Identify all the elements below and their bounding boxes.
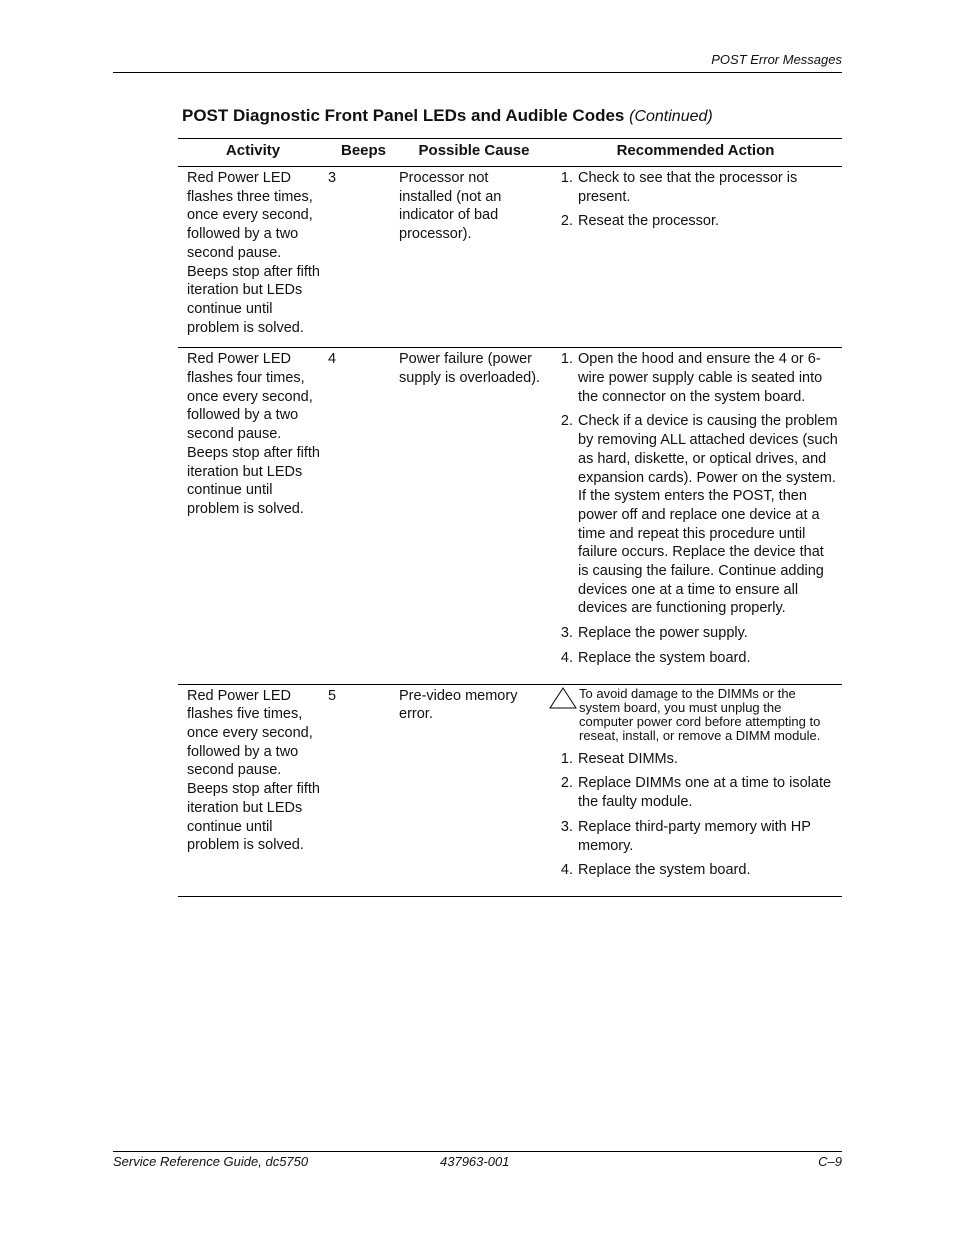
action-step xyxy=(549,350,838,406)
action-step-number: 4. xyxy=(560,649,573,666)
action-list xyxy=(549,750,838,880)
action-step-text: Open the hood and ensure the 4 or 6-wire power supply cable is seated into the connector on the system board. xyxy=(578,351,823,405)
action-step-text: Check if a device is causing the problem by removing ALL attached devices (such as hard, diskette, or optical drives, and expansion cards). Power on the system. If the system enters the POST, then power off and replace one device at a time and repeat this procedure until failure occurs. Replace the device that is causing the failure. Continue adding devices one at a time to ensure all devices are functioning properly. xyxy=(578,413,838,617)
action-step-number: 2. xyxy=(560,213,573,230)
col-header-beeps: Beeps xyxy=(328,139,399,167)
action-step-text: Replace the system board. xyxy=(578,862,751,879)
action-step-text: Reseat DIMMs. xyxy=(578,750,678,767)
action-step-number: 3. xyxy=(560,625,573,642)
action-step-number: 2. xyxy=(560,775,573,792)
action-step xyxy=(549,412,838,618)
col-header-activity: Activity xyxy=(178,139,328,167)
action-step-text: Reseat the processor. xyxy=(578,213,720,230)
cause-cell: Pre-video memory error. xyxy=(399,687,518,723)
action-step-text: Check to see that the processor is present. xyxy=(578,170,798,205)
action-step xyxy=(549,774,838,811)
table-row xyxy=(178,684,842,896)
action-step-number: 1. xyxy=(560,351,573,368)
cause-cell: Processor not installed (not an indicator of bad processor). xyxy=(399,170,502,243)
action-step-text: Replace DIMMs one at a time to isolate the faulty module. xyxy=(578,775,832,811)
beeps-cell: 4 xyxy=(328,351,337,368)
beeps-cell: 5 xyxy=(328,687,337,704)
action-step-number: 1. xyxy=(560,170,573,186)
running-header: POST Error Messages xyxy=(711,52,842,67)
activity-cell: Red Power LED flashes five times, once every second, followed by a two second pause. Beeps stop after fifth iteration but LEDs continue until problem is solved. xyxy=(187,687,320,854)
action-cell xyxy=(549,684,842,896)
action-step xyxy=(549,212,838,231)
beeps-cell: 3 xyxy=(328,170,337,186)
action-cell xyxy=(549,167,842,348)
action-step xyxy=(549,649,838,668)
col-header-cause: Possible Cause xyxy=(399,139,549,167)
cause-cell: Power failure (power supply is overloaded). xyxy=(399,351,541,387)
diagnostic-table xyxy=(178,138,842,897)
footer-part-number: 437963-001 xyxy=(440,1154,510,1169)
activity-cell: Red Power LED flashes three times, once every second, followed by a two second pause. Beeps stop after fifth iteration but LEDs continue until problem is solved. xyxy=(187,170,320,336)
action-step xyxy=(549,818,838,855)
action-step xyxy=(549,169,838,206)
action-step-text: Replace the power supply. xyxy=(578,625,748,642)
header-rule xyxy=(113,72,842,73)
caution-text: To avoid damage to the DIMMs or the system board, you must unplug the computer power cord before attempting to reseat, install, or remove a DIMM module. xyxy=(579,685,821,744)
caution-triangle-icon xyxy=(549,687,579,744)
action-step xyxy=(549,624,838,643)
footer-guide-title: Service Reference Guide, dc5750 xyxy=(113,1154,309,1169)
action-list xyxy=(549,169,838,231)
action-step-number: 2. xyxy=(560,413,573,430)
footer-page-number: C–9 xyxy=(818,1154,842,1169)
caution-note xyxy=(549,687,838,744)
table-row xyxy=(178,167,842,348)
action-step xyxy=(549,750,838,769)
action-step-text: Replace the system board. xyxy=(578,649,751,666)
action-step-number: 3. xyxy=(560,818,573,835)
action-step-text: Replace third-party memory with HP memory. xyxy=(578,818,811,854)
footer-rule xyxy=(113,1151,842,1152)
table-title-main: POST Diagnostic Front Panel LEDs and Audible Codes xyxy=(182,106,625,125)
action-cell xyxy=(549,348,842,684)
col-header-action: Recommended Action xyxy=(549,139,842,167)
action-step xyxy=(549,861,838,880)
table-title xyxy=(182,106,713,126)
table-header-row xyxy=(178,139,842,167)
diagnostic-table-container xyxy=(178,138,842,897)
action-step-number: 4. xyxy=(560,862,573,879)
activity-cell: Red Power LED flashes four times, once every second, followed by a two second pause. Beeps stop after fifth iteration but LEDs continue until problem is solved. xyxy=(187,351,320,517)
action-step-number: 1. xyxy=(560,750,573,767)
action-list xyxy=(549,350,838,667)
table-title-continued: (Continued) xyxy=(629,108,713,125)
table-row xyxy=(178,348,842,684)
